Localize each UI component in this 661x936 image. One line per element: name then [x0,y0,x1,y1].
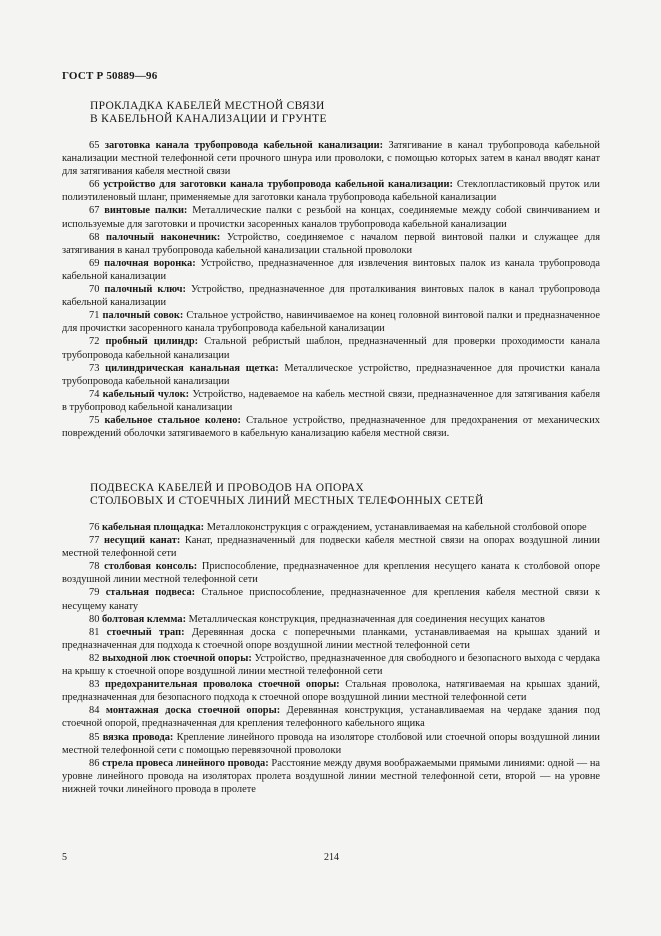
term-definition: Стальное устройство, предназначенное для предохранения от механических повреждений оболочки затягиваемого в кабельную канализацию кабеля местной связи. [62,414,600,440]
term-name: стальная подвеса: [105,587,196,599]
term-entry [62,362,600,388]
term-entry [62,178,600,204]
term-entry [62,388,600,414]
term-number: 82 [89,652,100,664]
term-definition: Металлоконструкция с ограждением, устанавливаемая на кабельной столбовой опоре [206,522,587,533]
term-number: 73 [89,362,100,374]
term-name: несущий канат: [104,535,181,547]
term-number: 76 [89,522,100,533]
term-definition: Устройство, предназначенное для свободного и безопасного выхода с чердака на крышу к стоечной опоре воздушной линии местной телефонной сети [62,652,600,678]
section-title-line: ПРОКЛАДКА КАБЕЛЕЙ МЕСТНОЙ СВЯЗИ [90,100,325,112]
term-definition: Устройство, соединяемое с началом первой винтовой палки и служащее для затягивания в канал трубопровода кабельной канализации стальной проволоки [62,231,601,256]
term-number: 65 [89,140,100,151]
term-definition: Стальное приспособление, предназначенное для крепления кабеля местной связи к несущему канату [62,587,600,612]
term-definition: Деревянная конструкция, устанавливаемая на чердаке здания под стоечной опорой, предназначенная для крепления телефонного кабельного ящика [62,705,601,730]
term-name: кабельное стальное колено: [104,414,241,426]
term-number: 66 [89,179,100,191]
term-name: устройство для заготовки канала трубопровода кабельной канализации: [103,179,453,191]
section-entries-cable-suspension [62,521,600,796]
term-name: столбовая консоль: [104,561,198,573]
term-definition: Устройство, предназначенное для проталкивания винтовых палок в канал трубопровода кабельной канализации [62,284,600,309]
term-definition: Стеклопластиковый пруток или полиэтиленовый шланг, применяемые для заготовки канала трубопровода кабельной канализации [62,179,600,204]
term-definition: Устройство, надеваемое на кабель местной связи, предназначенное для затягивания кабеля в трубопровод кабельной канализации [62,388,600,413]
document-header: ГОСТ Р 50889—96 [62,70,158,82]
term-number: 77 [89,535,100,547]
term-number: 84 [89,705,100,717]
term-entry [62,652,600,678]
term-name: предохранительная проволока стоечной опоры: [105,679,340,691]
term-number: 85 [89,731,100,743]
term-entry [62,139,600,178]
term-number: 71 [89,310,100,322]
term-number: 81 [89,626,100,638]
term-definition: Приспособление, предназначенное для крепления несущего каната к столбовой опоре воздушной линии местной телефонной сети [62,561,600,586]
term-entry [62,204,600,230]
term-definition: Стальное устройство, навинчиваемое на конец головной винтовой палки и предназначенное для прочистки засоренного канала трубопровода кабельной канализации [62,310,600,335]
term-name: палочная воронка: [104,257,196,269]
page-number: 214 [324,852,339,863]
term-entry [62,731,600,757]
term-number: 68 [89,231,100,243]
section-title-line: СТОЛБОВЫХ И СТОЕЧНЫХ ЛИНИЙ МЕСТНЫХ ТЕЛЕФОННЫХ СЕТЕЙ [90,495,484,507]
term-definition: Крепление линейного провода на изоляторе столбовой или стоечной опоры воздушной линии местной телефонной сети с помощью перевязочной проволоки [62,731,600,756]
term-definition: Деревянная доска с поперечными планками, устанавливаемая на крышах зданий и предназначенная для подхода к стоечной опоре воздушной линии местной телефонной сети [62,626,600,651]
term-number: 86 [89,757,100,769]
term-entry [62,534,600,560]
term-entry [62,586,600,612]
term-number: 74 [89,388,100,400]
term-entry [62,704,600,730]
term-definition: Стальная проволока, натягиваемая на крышах зданий, предназначенная для безопасного подхода к стоечной опоре воздушной линии местной телефонной сети [62,679,600,704]
term-entry [62,309,600,335]
term-name: болтовая клемма: [102,613,187,625]
footer-edition-number: 5 [62,852,67,863]
term-number: 83 [89,679,100,691]
term-entry [62,678,600,704]
term-number: 80 [89,613,100,625]
term-entry [62,257,600,283]
section-entries-cable-laying [62,139,600,440]
term-definition: Металлическое устройство, предназначенное для прочистки канала трубопровода кабельной канализации [62,362,600,387]
term-name: пробный цилиндр: [105,336,199,348]
term-definition: Стальной ребристый шаблон, предназначенный для проверки проходимости канала трубопровода кабельной канализации [62,336,600,361]
term-name: кабельная площадка: [102,522,205,533]
term-name: палочный наконечник: [105,231,221,243]
term-name: стрела провеса линейного провода: [102,757,269,769]
term-definition: Устройство, предназначенное для извлечения винтовых палок из канала трубопровода кабельной канализации [62,257,600,282]
term-name: палочный совок: [102,310,184,322]
term-entry [62,231,600,257]
term-entry [62,757,600,796]
term-definition: Канат, предназначенный для подвески кабеля местной связи на опорах воздушной линии местной телефонной сети [62,535,600,560]
term-number: 67 [89,205,100,217]
term-number: 79 [89,587,100,599]
term-entry [62,626,600,652]
term-name: выходной люк стоечной опоры: [102,652,252,664]
term-entry [62,560,600,586]
term-definition: Металлическая конструкция, предназначенная для соединения несущих канатов [188,613,545,625]
section-title-line: В КАБЕЛЬНОЙ КАНАЛИЗАЦИИ И ГРУНТЕ [90,113,327,125]
section-title-cable-suspension [90,482,484,508]
term-definition: Затягивание в канал трубопровода кабельной канализации местной телефонной сети прочного шнура или проволоки, с помощью которых затем в канал вводят канат для затягивания кабеля местной связи [62,140,600,178]
term-name: стоечный трап: [106,626,185,638]
term-entry [62,414,600,440]
term-name: цилиндрическая канальная щетка: [105,362,279,374]
section-title-cable-laying [90,100,327,126]
term-name: монтажная доска стоечной опоры: [105,705,281,717]
term-number: 70 [89,284,100,296]
term-number: 78 [89,561,100,573]
term-entry [62,521,600,534]
term-name: винтовые палки: [104,205,188,217]
term-entry [62,335,600,361]
term-definition: Расстояние между двумя воображаемыми прямыми линиями: одной — на уровне линейного провода на изоляторах пролета воздушной линии местной телефонной сети, второй — на уровне нижней точки линейного провода в пролете [62,757,600,795]
term-name: палочный ключ: [104,284,187,296]
term-name: заготовка канала трубопровода кабельной канализации: [104,140,384,151]
term-entry [62,283,600,309]
term-name: кабельный чулок: [102,388,190,400]
term-name: вязка провода: [102,731,174,743]
term-definition: Металлические палки с резьбой на концах, соединяемые между собой свинчиванием и используемые для заготовки и прочистки засоренных каналов трубопровода кабельной канализации [62,205,600,230]
term-number: 72 [89,336,100,348]
term-entry [62,613,600,626]
term-number: 69 [89,257,100,269]
section-title-line: ПОДВЕСКА КАБЕЛЕЙ И ПРОВОДОВ НА ОПОРАХ [90,482,365,494]
term-number: 75 [89,414,100,426]
